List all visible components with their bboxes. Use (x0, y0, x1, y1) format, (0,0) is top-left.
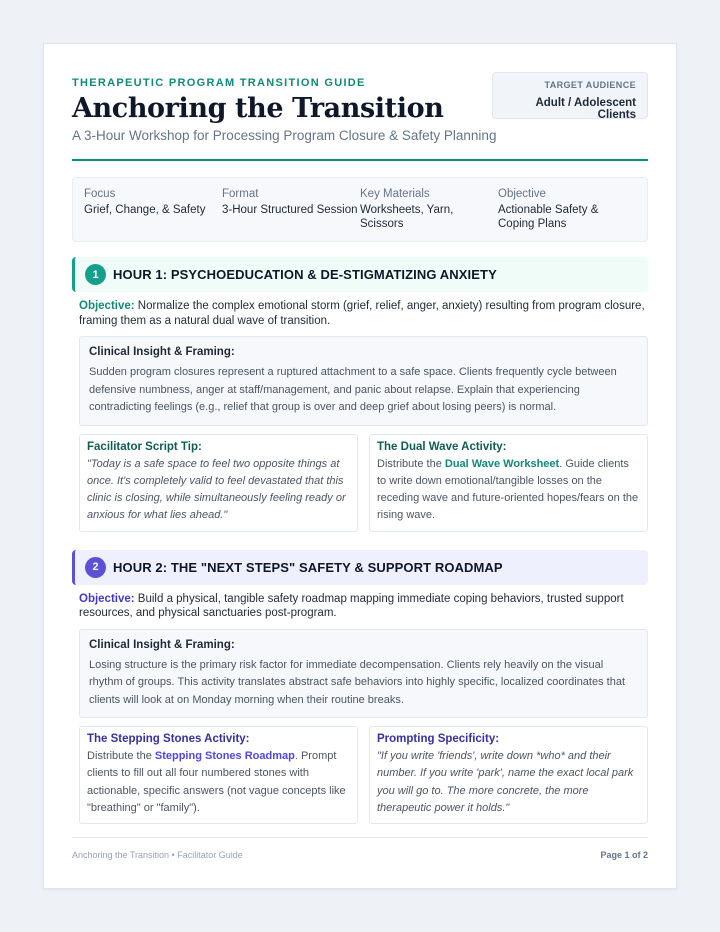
section-hour-2 (72, 550, 648, 825)
card-body (87, 748, 350, 817)
target-audience-box (492, 72, 648, 119)
section-number-badge: 1 (85, 264, 106, 285)
section-cards (79, 434, 648, 532)
section-title: HOUR 2: THE "NEXT STEPS" SAFETY & SUPPORT ROADMAP (113, 559, 503, 575)
audience-label: TARGET AUDIENCE (544, 80, 636, 90)
section-2-heading (72, 550, 648, 585)
stepping-stones-card (79, 726, 358, 824)
card-text: . Prompt clients to fill out all four numbered stones with actionable, specific answers (not vague concepts like "breathing" or "family"). (87, 750, 346, 815)
meta-label: Format (222, 188, 259, 200)
prompting-specificity-card (369, 726, 648, 824)
session-meta-bar (72, 177, 648, 242)
section-objective (79, 592, 648, 621)
card-body: "Today is a safe space to feel two opposite things at once. It's completely valid to feel devastated that this clinic is closing, while simultaneously feeling ready or anxious for what lies ahead." (87, 457, 346, 522)
roadmap-highlight: Stepping Stones Roadmap (154, 750, 295, 763)
meta-objective (498, 188, 636, 241)
insight-body: Losing structure is the primary risk factor for immediate decompensation. Clients rely heavily on the visual rhythm of groups. This activity translates abstract safe behaviors into highly specific, localized coordinates that clients will look at on Monday morning when their routine breaks. (89, 658, 626, 706)
footer-doc-name: Anchoring the Transition • Facilitator Guide (72, 850, 243, 860)
card-text: Distribute the (87, 750, 155, 763)
document-page (43, 43, 677, 889)
objective-text: Normalize the complex emotional storm (grief, relief, anger, anxiety) resulting from program closure, framing them as a natural dual wave of transition. (79, 300, 645, 327)
card-title: Facilitator Script Tip: (87, 440, 202, 453)
audience-value: Adult / Adolescent Clients (535, 97, 636, 121)
dual-wave-activity-card (369, 434, 648, 532)
meta-value: Actionable Safety & Coping Plans (498, 204, 599, 230)
section-hour-1 (72, 257, 648, 532)
insight-title: Clinical Insight & Framing: (89, 638, 235, 651)
card-title: The Dual Wave Activity: (377, 440, 507, 453)
meta-label: Objective (498, 188, 546, 200)
card-text: Distribute the (377, 457, 445, 470)
clinical-insight-box (79, 336, 648, 426)
guide-eyebrow: THERAPEUTIC PROGRAM TRANSITION GUIDE (72, 77, 366, 89)
page-subtitle: A 3-Hour Workshop for Processing Program Closure & Safety Planning (72, 128, 497, 143)
card-title: Prompting Specificity: (377, 733, 500, 746)
meta-format (222, 188, 360, 241)
page-title: Anchoring the Transition (72, 93, 444, 124)
meta-label: Key Materials (360, 188, 430, 200)
meta-value: Grief, Change, & Safety (84, 204, 206, 216)
section-cards (79, 726, 648, 824)
worksheet-highlight: Dual Wave Worksheet (444, 457, 560, 470)
meta-value: Worksheets, Yarn, Scissors (360, 204, 454, 230)
meta-focus (84, 188, 222, 241)
card-body: "If you write 'friends', write down *who* and their number. If you write 'park', name the exact local park you will go to. The more concrete, the more therapeutic power it holds." (377, 750, 634, 815)
objective-label: Objective: (79, 592, 135, 605)
section-number-badge: 2 (85, 557, 106, 578)
card-title: The Stepping Stones Activity: (87, 733, 250, 746)
insight-title: Clinical Insight & Framing: (89, 346, 235, 358)
card-body (377, 456, 640, 525)
document-header (72, 44, 648, 161)
page-number: Page 1 of 2 (600, 850, 648, 860)
section-1-heading (72, 257, 648, 292)
objective-label: Objective: (79, 300, 135, 312)
section-objective (79, 299, 648, 328)
facilitator-script-card (79, 434, 358, 532)
objective-text: Build a physical, tangible safety roadmap mapping immediate coping behaviors, trusted support resources, and physical sanctuaries post-program. (79, 592, 624, 620)
meta-materials (360, 188, 498, 241)
clinical-insight-box (79, 629, 648, 719)
insight-body: Sudden program closures represent a ruptured attachment to a safe space. Clients frequently cycle between defensive numbness, anger at staff/management, and panic about relapse. Explain that experiencing contradicting feelings (e.g., relief that group is over and deep grief about losing peers) is normal. (89, 366, 617, 413)
meta-value: 3-Hour Structured Session (222, 204, 358, 216)
section-title: HOUR 1: PSYCHOEDUCATION & DE-STIGMATIZING ANXIETY (113, 267, 497, 282)
meta-label: Focus (84, 188, 116, 200)
page-footer (72, 837, 648, 860)
card-text: . Guide clients to write down emotional/tangible losses on the receding wave and future-oriented hopes/fears on the rising wave. (377, 457, 639, 522)
